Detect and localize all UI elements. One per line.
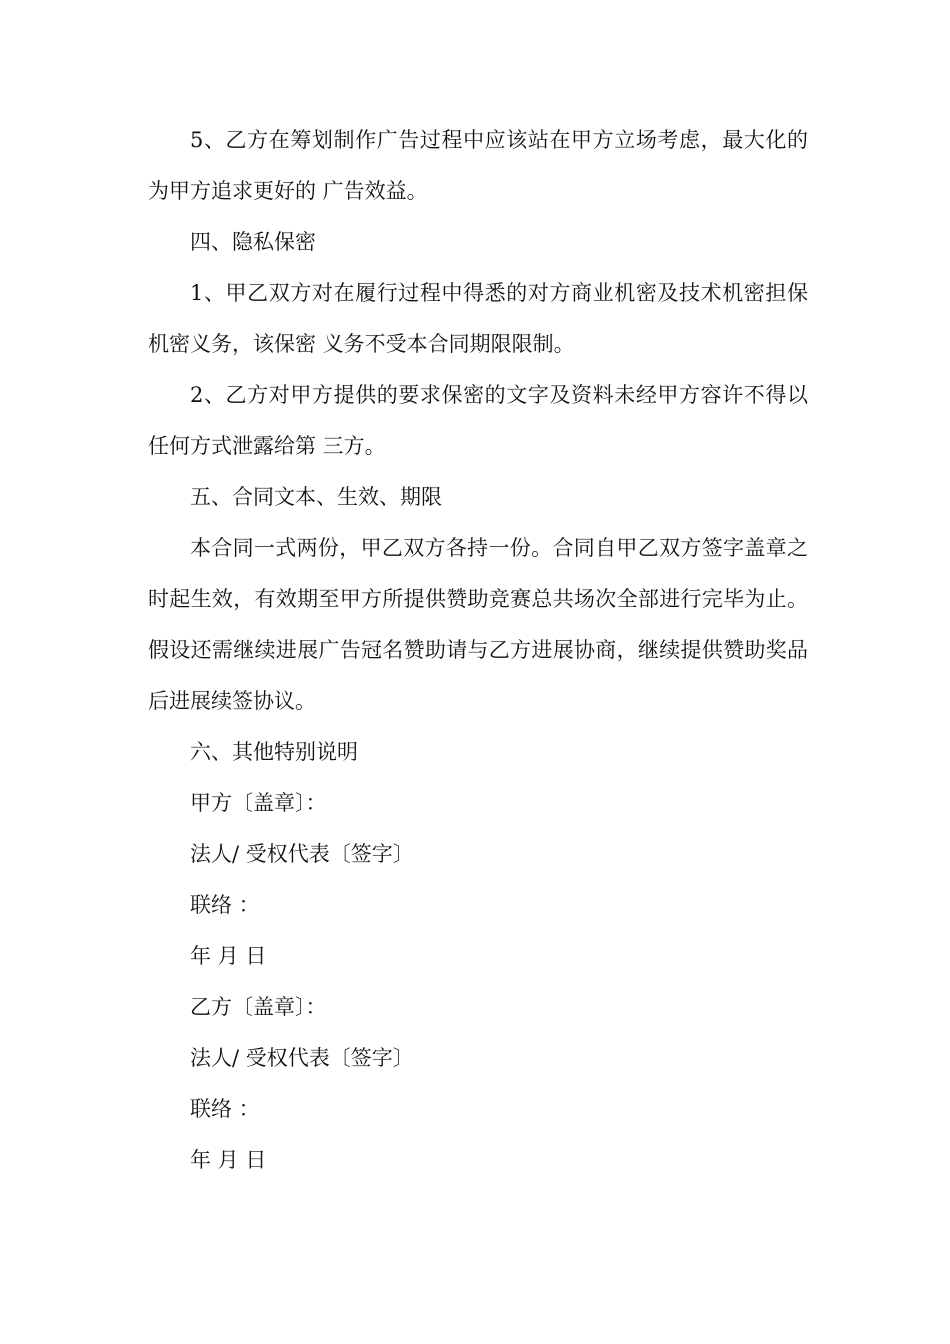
party-b-seal-label: 乙方〔盖章〕： xyxy=(190,995,327,1019)
party-a-seal-label: 甲方〔盖章〕： xyxy=(190,791,327,815)
section-heading-other-notes: 六、其他特别说明 xyxy=(190,740,358,764)
clause-paragraph: 5、乙方在筹划制作广告过程中应该站在甲方立场考虑，最大化的为甲方追求更好的 广告效益。 xyxy=(148,128,808,203)
section-heading-privacy: 四、隐私保密 xyxy=(190,230,316,254)
party-a-date-label: 年 月 日 xyxy=(190,944,267,968)
clause-paragraph: 2、乙方对甲方提供的要求保密的文字及资料未经甲方容许不得以任何方式泄露给第 三方。 xyxy=(148,383,808,458)
document-body xyxy=(148,115,808,1186)
party-b-representative-label: 法人/ 受权代表〔签字〕 xyxy=(190,1046,414,1070)
party-b-contact-label: 联络 ： xyxy=(190,1097,260,1121)
party-a-representative-label: 法人/ 受权代表〔签字〕 xyxy=(190,842,414,866)
party-a-contact-label: 联络 ： xyxy=(190,893,260,917)
clause-paragraph: 本合同一式两份，甲乙双方各持一份。合同自甲乙双方签字盖章之时起生效，有效期至甲方所提供赞助竞赛总共场次全部进行完毕为止。假设还需继续进展广告冠名赞助请与乙方进展协商，继续提供赞助奖品后进展续签协议。 xyxy=(148,536,808,713)
party-b-date-label: 年 月 日 xyxy=(190,1148,267,1172)
signature-block-party-b xyxy=(148,982,808,1186)
signature-block-party-a xyxy=(148,778,808,982)
section-heading-contract-term: 五、合同文本、生效、期限 xyxy=(190,485,442,509)
clause-paragraph: 1、甲乙双方对在履行过程中得悉的对方商业机密及技术机密担保机密义务，该保密 义务不受本合同期限限制。 xyxy=(148,281,808,356)
